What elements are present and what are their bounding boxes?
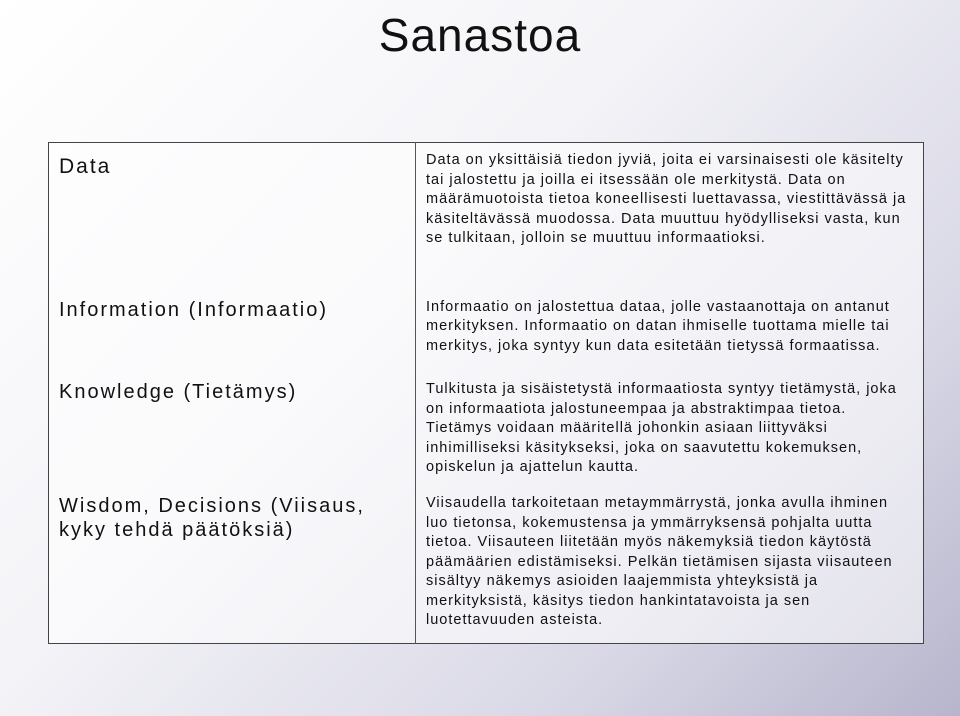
- definition-wisdom: Viisaudella tarkoitetaan metaymmärrystä, jonka avulla ihminen luo tietonsa, kokemustensa ja ymmärryksensä pohjalta uutta tietoa. Viisauteen liitetään myös näkemyksiä tiedon käytöstä päämäärien edistämiseksi. Pelkän tietämisen sijasta viisauteen sisältyy näkemys asioiden laajemmista yhteyksistä ja merkityksistä, käsitys tiedon hankintatavoista ja sen luotettavuuden asteista.: [426, 495, 893, 629]
- glossary-row: [49, 143, 924, 282]
- term-data: Data: [49, 143, 416, 282]
- term-information: Information (Informaatio): [49, 282, 416, 372]
- definition-data: Data on yksittäisiä tiedon jyviä, joita ei varsinaisesti ole käsitelty tai jalostettu ja joilla ei itsessään ole merkitystä. Data on määrämuotoista tietoa koneellisesti luettavassa, viestittävässä ja käsiteltävässä muodossa. Data muuttuu hyödylliseksi vasta, kun se tulkitaan, jolloin se muuttuu informaatioksi.: [426, 152, 907, 246]
- term-wisdom: Wisdom, Decisions (Viisaus, kyky tehdä päätöksiä): [49, 486, 416, 643]
- definition-information: Informaatio on jalostettua dataa, jolle vastaanottaja on antanut merkityksen. Informaatio on datan ihmiselle tuottama mielle tai merkitys, joka syntyy kun data esitetään tietyssä formaatissa.: [426, 298, 890, 354]
- definition-knowledge: Tulkitusta ja sisäistetystä informaatiosta syntyy tietämystä, joka on informaatiota jalostuneempaa ja abstraktimpaa tietoa. Tietämys voidaan määritellä johonkin asiaan liittyväksi inhimilliseksi käsitykseksi, joka on saavutettu kokemuksen, opiskelun ja ajattelun kautta.: [426, 381, 897, 476]
- glossary-row: [49, 282, 924, 372]
- glossary-row: [49, 486, 924, 643]
- glossary-table: [48, 142, 924, 644]
- term-knowledge: Knowledge (Tietämys): [49, 372, 416, 486]
- page-title: Sanastoa: [378, 9, 582, 61]
- glossary-row: [49, 372, 924, 486]
